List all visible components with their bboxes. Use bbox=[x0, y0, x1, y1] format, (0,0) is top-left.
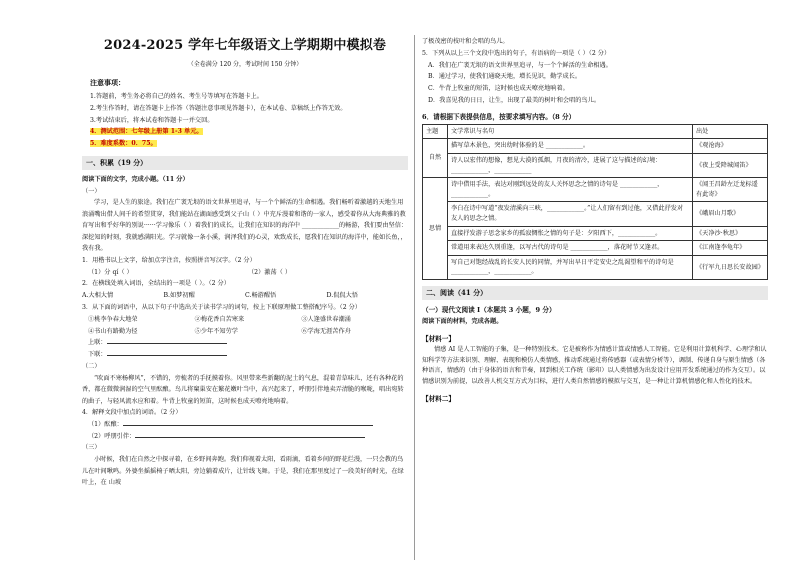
question-2: 2．在横线处填入词语，全结出的一项是（ ）。（2 分） bbox=[82, 280, 230, 288]
instruction: 阅读下面的文字，完成小题。（11 分） bbox=[82, 175, 189, 183]
theme-cell: 自然 bbox=[423, 139, 448, 178]
table-header: 主题 bbox=[423, 124, 448, 139]
exam-title: 2024-2025 学年七年级语文上学期期中模拟卷 bbox=[103, 38, 387, 53]
question-5: 5．下列从以上三个文段中选出的句子，有语病的一项是（ ）（2 分） bbox=[422, 49, 611, 57]
answer-label: 上联： bbox=[88, 339, 107, 347]
question-3: 3．从下面的词语中，从以下句子中选出关于读书学习的词句，按上下联原理做工整搭配序号。（2 分） bbox=[82, 303, 361, 311]
literature-table bbox=[422, 124, 768, 280]
option: ④书山有路勤为径 bbox=[88, 327, 138, 335]
table-header-row bbox=[423, 124, 768, 139]
option: C．牛背上牧童的短笛，这时候也成天嘹亮地响着。 bbox=[428, 85, 569, 93]
theme-cell: 思情 bbox=[423, 178, 448, 280]
content-cell[interactable]: 写自己对饱经战乱的长安人民的同情，并写出早日平定安史之乱渴望和平的诗句是 ____________，____________。 bbox=[448, 255, 693, 279]
passage-text: 学习，是人生的旅途。我们在广袤无垠的语文世界里追寻，与一个个鲜活的生命相遇。我们畅听着激越的天地生用浪涌嘴出借人间千的希望贯穿，我们能站在湖面感受到父子山（ ）中充斥漫着和谐的一家人，感受着你从大海典雅的教育写出和乎好华的别说······学习像乐（ ）着我们的成长，让我们在知识的海洋中 ____________的畅游，我们要由坚信：深挖知的时刻，我就感满阳光。学习就像一条小溪，润泽我们的心灵，欢致成长，愿我们在知识的海洋中，能如长鱼，，我有我。 bbox=[82, 199, 408, 253]
source-cell: 《闻王昌龄左迁龙标遥有此寄》 bbox=[693, 178, 768, 202]
note-item: 1.答题前，考生务必将自己的姓名、考生号等填写在答题卡上。 bbox=[90, 93, 263, 100]
option: ⑤少年不知劳学 bbox=[194, 327, 238, 335]
table-row bbox=[423, 153, 768, 177]
subsection-title: （一）现代文阅读 I（本题共 3 小题，9 分） bbox=[422, 306, 556, 314]
option: ⑥学海无涯苦作舟 bbox=[301, 327, 351, 335]
question-6: 6．请根据下表提供信息，按要求填写内容。（8 分） bbox=[422, 112, 576, 121]
table-header: 文学常识与名句 bbox=[448, 124, 693, 139]
table-row bbox=[423, 139, 768, 154]
answer-blank[interactable] bbox=[135, 431, 365, 438]
note-item: 3.考试结束后，将本试卷和答题卡一并交回。 bbox=[90, 116, 214, 124]
option: A．我们在广袤无垠的语文世界里追寻，与一个个鲜活的生命相遇。 bbox=[428, 61, 612, 69]
source-cell: 《天净沙·秋思》 bbox=[693, 226, 768, 241]
option: D．我喜见我的日日，让生，出现了最美的树叶和会唱的鸟儿。 bbox=[428, 96, 601, 104]
section-title: 一、积累（19 分） bbox=[82, 156, 408, 170]
part-label: （二） bbox=[82, 362, 101, 370]
q1-item: （1）分 qí（ ） bbox=[88, 268, 133, 276]
content-cell[interactable]: 诗人以宏伟的想像，想见大漠的孤烟，月夜的清冷，进展了这与描述的幻境：____________，____________ bbox=[448, 153, 693, 177]
source-cell: 《行军九日思长安故园》 bbox=[693, 255, 768, 279]
answer-blank[interactable] bbox=[107, 337, 227, 344]
notes-heading: 注意事项： bbox=[90, 78, 125, 87]
table-row bbox=[423, 226, 768, 241]
answer-blank[interactable] bbox=[123, 419, 373, 426]
content-cell[interactable]: 李白在诗中写道“夜发清溪向三峡，____________。”让人们留有到过他，又借此抒发对友人的思念之情。 bbox=[448, 202, 693, 226]
source-cell: 《江南逢李龟年》 bbox=[693, 241, 768, 256]
question-1: 1．用楷书以上文字，给加点字注音，按照拼音写汉字。（2 分） bbox=[82, 256, 256, 264]
option: ②梅花香自苦寒来 bbox=[194, 315, 245, 323]
table-header: 出处 bbox=[693, 124, 768, 139]
table-row bbox=[423, 202, 768, 226]
option: C.畅游醒悟 bbox=[245, 292, 277, 300]
content-cell[interactable]: 常道用来表达久别重逢，以写古代的诗句是 ____________，落花时节又逢君。 bbox=[448, 241, 693, 256]
source-cell: 《夜上受降城闻笛》 bbox=[693, 153, 768, 177]
passage-text: “吹面不寒杨柳风”，不错的，旁梳者的手抚摸着你。风里带来些新翻的泥土的气息，混着青草味儿，还有各种花的香，都在微微润湿的空气里酝酿。鸟儿将窠巢安在繁花嫩叶当中，高兴起来了，呼朋引伴地卖弄清脆的喉咙，唱出宛转的曲子，与轻风流水应和着。牛背上牧童的短笛，这时候也成天嘹亮地响着。 bbox=[82, 374, 404, 405]
column-divider bbox=[414, 35, 415, 560]
option: B．通过学习，使我们通晓天地，增长见识，勤学成长。 bbox=[428, 73, 582, 81]
table-row bbox=[423, 241, 768, 256]
answer-blank[interactable] bbox=[107, 349, 227, 356]
note-scope: 4．测试范围：七年级上册第 1-3 单元。 bbox=[90, 128, 203, 136]
content-cell[interactable]: 诗中借用手法，表达对刚到远处的友人关怀思念之情的诗句是 ____________，____________。 bbox=[448, 178, 693, 202]
material-text: 情感 AI 是人工智能的子集，是一种特别技术。它是被称作为情感计算或情感人工智能。它是利用计算机科学、心理学和认知科学等方法来识别、理解、表现和模仿人类情感，推动系统通过将传感器（或表情分析等），调制、传递自身与原生情感（各种语言，情感的（由于身体的语言和节奏，回到相关工作统（影印）以人类情感为出发设计应用开发系统通过的作为交互）。以情感识别为前提，以改善人机交互方式为目标，进行人类自然情感的模拟与交互，是一种让计算机情感化和人性化的技术。 bbox=[422, 345, 767, 386]
exam-subtitle: （全卷满分 120 分，考试时间 150 分钟） bbox=[187, 61, 303, 68]
part-label: （一） bbox=[82, 187, 101, 195]
right-column bbox=[422, 36, 768, 405]
part-label: （三） bbox=[82, 444, 101, 452]
q1-item: （2）激荡（ ） bbox=[248, 268, 292, 276]
instruction: 阅读下面的材料，完成各题。 bbox=[422, 318, 503, 325]
answer-label: （2）呼朋引伴： bbox=[88, 432, 136, 440]
question-4: 4．解释文段中加点的词语。（2 分） bbox=[82, 409, 182, 417]
left-column bbox=[82, 32, 408, 489]
source-cell: 《观沧海》 bbox=[693, 139, 768, 154]
answer-label: （1）酝酿： bbox=[88, 420, 123, 428]
table-row bbox=[423, 255, 768, 279]
material-label: 【材料二】 bbox=[422, 395, 455, 404]
option: D.侃侃大悟 bbox=[326, 292, 358, 300]
note-difficulty: 5．难度系数：0．75。 bbox=[90, 140, 157, 148]
passage-text: 小时候，我们在自然之中探寻着，在乡野间奔跑。我们仰视着太阳，看雨滴，看着乡间的野花烂漫，一只会教的鸟儿在叶间啾鸣。外婆坐摇摇椅子晒太阳，旁边躺着成片，让针线飞舞。于是，我们在那里度过了一段美好的时光，在绿叶上，在 山坡 bbox=[82, 456, 404, 487]
table-row bbox=[423, 178, 768, 202]
passage-continuation: 了极茂密的枝叶和会唱的鸟儿。 bbox=[422, 38, 509, 45]
note-item: 2.考生作答时，请在答题卡上作答（答题注意事项见答题卡），在本试卷、草稿纸上作答无效。 bbox=[90, 104, 347, 112]
material-label: 【材料一】 bbox=[422, 334, 455, 343]
content-cell[interactable]: 描写草木景色，突出幼时体验的是 ____________。 bbox=[448, 139, 693, 154]
option: ③人逢盛世春潮涌 bbox=[301, 315, 351, 323]
answer-label: 下联： bbox=[88, 351, 107, 359]
option: B.如梦初醒 bbox=[163, 292, 195, 300]
content-cell[interactable]: 直接抒发游子思念家乡的孤寂惆怅之情的句子是：夕阳西下，____________。 bbox=[448, 226, 693, 241]
option: A.大相大情 bbox=[82, 292, 114, 300]
option: ①桃李争春大地荣 bbox=[88, 315, 138, 323]
source-cell: 《峨眉山月歌》 bbox=[693, 202, 768, 226]
section-title: 二、阅读（41 分） bbox=[422, 286, 768, 300]
